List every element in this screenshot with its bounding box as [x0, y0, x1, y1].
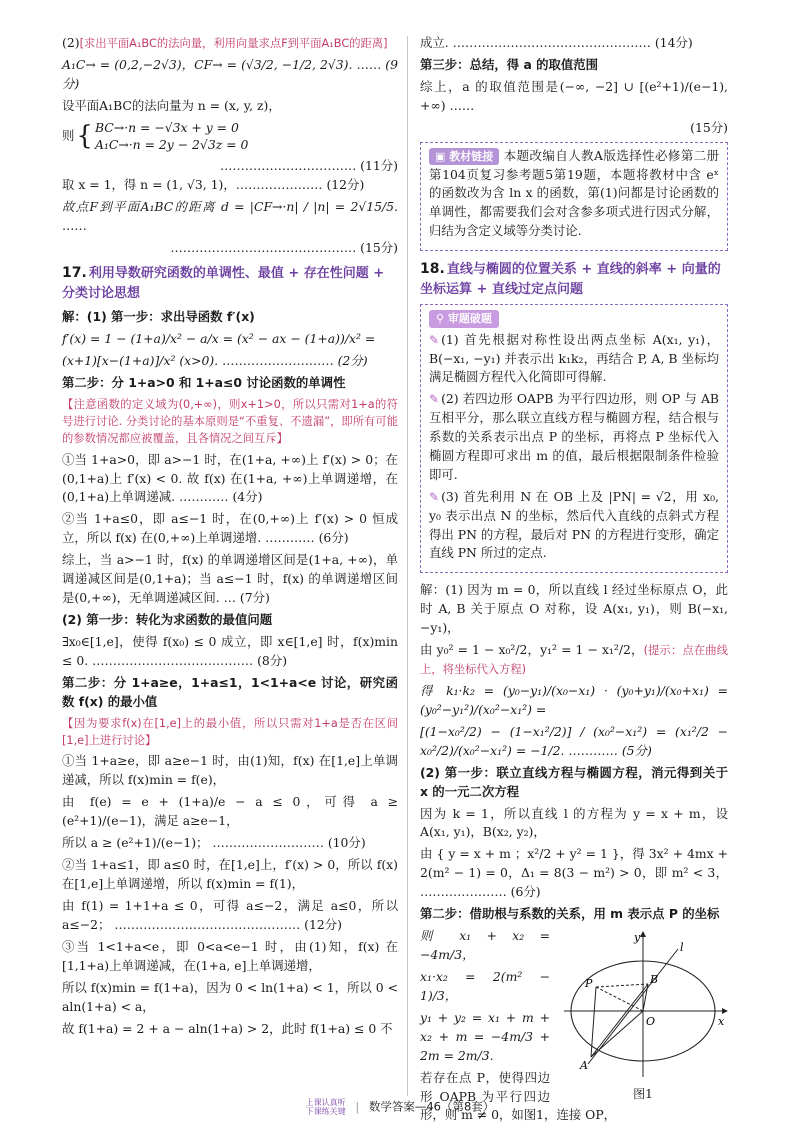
magnifier-icon: ⚲ — [436, 311, 448, 325]
q17-c1b: 由 f(e) = e + (1+a)/e − a ≤ 0，可得 a ≥ (e²+1)/(e−1)，满足 a≥e−1， — [62, 794, 398, 829]
q17-derivative-2: (x+1)[x−(1+a)]/x² (x>0). ……………………… (2分) — [62, 353, 368, 368]
q17-c3a: ③当 1<1+a<e，即 0<a<e−1 时，由(1)知，f(x) 在[1,1+a)上单调递减，在(1+a, e]上单调递增， — [62, 938, 398, 973]
q18-heading: 18. 直线与椭圆的位置关系 + 直线的斜率 + 向量的坐标运算 + 直线过定点问题 — [420, 261, 721, 298]
label-B: B — [650, 973, 659, 987]
q17-final-score: (15分) — [690, 119, 728, 135]
q17-note1: 【注意函数的定义域为(0,+∞)，则x+1>0，所以只需对1+a的符号进行讨论. 分类讨论的基本原则是“不重复、不遗漏”，即所有可能的参数情况都应被覆盖，且各情况之间互斥】 — [62, 398, 398, 446]
q16-score-15: ……………………………………… (15分) — [170, 239, 398, 255]
column-divider — [407, 36, 408, 1096]
q17-step2: 第二步：分 1+a>0 和 1+a≤0 讨论函数的单调性 — [62, 375, 346, 391]
page-footer — [0, 1098, 800, 1116]
q17-note2: 【因为要求f(x)在[1,e]上的最小值，所以只需对1+a是否在区间[1,e]上进行讨论】 — [62, 716, 398, 747]
label-x: x — [718, 1015, 725, 1029]
q17-c2a: ②当 1+a≤1，即 a≤0 时，在[1,e]上，f′(x) > 0，所以 f(x) 在[1,e]上单调递增，所以 f(x)min = f(1)， — [62, 857, 398, 891]
q16-system: 则 { BC→·n = −√3x + y = 0 A₁C→·n = 2y − 2√3z = 0 — [62, 119, 249, 153]
q18-s4: [(1−x₀²/2) − (1−x₁²/2)] / (x₀²−x₁²) = (x₁²/2 − x₀²/2)/(x₀²−x₁²) = −1/2. ………… (5分) — [420, 723, 728, 758]
q18-s8: 第二步：借助根与系数的关系，用 m 表示点 P 的坐标 — [420, 906, 720, 922]
label-P: P — [585, 977, 593, 991]
q17-c3c: 故 f(1+a) = 2 + a − aln(1+a) > 2，此时 f(1+a) ≤ 0 不 — [62, 1020, 393, 1036]
figure-caption: 图1 — [633, 1087, 653, 1102]
q16-distance: 故点F到平面A₁BC的距离 d = |CF→·n| / |n| = 2√15/5. …… — [62, 198, 398, 233]
page-label: 数学答案—46（第8套） — [368, 1099, 495, 1114]
q16-part2-intro: (2)[求出平面A₁BC的法向量，利用向量求点F到平面A₁BC的距离] — [62, 35, 388, 50]
q17-part2: (2) 第一步：转化为求函数的最值问题 — [62, 612, 273, 628]
footer-separator: | — [355, 1099, 360, 1114]
q16-eq1: BC→·n = −√3x + y = 0 — [94, 119, 239, 135]
analysis-3: (3) 首先利用 N 在 OB 上及 |PN| = √2，用 x₀, y₀ 表示出点 N 的坐标，然后代入直线的点斜式方程得出 PN 的方程，最后对 PN 的方程进行变形，确定直线 PN 所过的定点. — [429, 488, 719, 561]
q18-s10: 若存在点 P，使得四边形 OAPB 为平行四边形，则 m ≠ 0，如图1，连接 OP， — [420, 1069, 617, 1123]
ellipse-diagram — [558, 929, 728, 1079]
textbook-link-text: 本题改编自人教A版选择性必修第二册第104页复习参考题5第19题，本题将教材中含 eˣ 的函数改为含 ln x 的函数，第(1)问都是讨论函数的单调性，都需要我们会对含参多项式进行因式分解，归结为含定义域等分类讨论. — [429, 147, 719, 239]
segment-OB — [643, 984, 648, 1011]
q17-continuation: 成立. ………………………………………… (14分) — [420, 35, 693, 50]
q17-part2-step2: 第二步：分 1+a≥e，1+a≤1，1<1+a<e 讨论，研究函数 f(x) 的最小值 — [62, 674, 398, 709]
pen-icon: ✎ — [429, 392, 440, 407]
q17-case2: ②当 1+a≤0，即 a≤−1 时，在(0,+∞)上 f′(x) > 0 恒成立，所以 f(x) 在(0,+∞)上单调递增. ………… (6分) — [62, 511, 398, 546]
q16-take: 取 x = 1，得 n = (1, √3, 1)，………………… (12分) — [62, 176, 365, 192]
q16-eq2: A₁C→·n = 2y − 2√3z = 0 — [94, 137, 249, 153]
q17-step3: 第三步：总结，得 a 的取值范围 — [420, 57, 599, 73]
q17-summary: 综上，当 a>−1 时，f(x) 的单调递增区间是(1+a, +∞)，单调递减区间是(0,1+a)；当 a≤−1 时，f(x) 的单调递增区间是(0,+∞)，无单调递减区间. … (7分) — [62, 552, 398, 605]
q18-s2: 由 y₀² = 1 − x₀²/2，y₁² = 1 − x₁²/2，(提示：点在曲线上，将坐标代入方程) — [420, 642, 728, 676]
label-O: O — [646, 1015, 656, 1029]
q17-solution-start: 解：(1) 第一步：求出导函数 f′(x) — [62, 308, 255, 324]
analysis-box — [420, 304, 728, 574]
q16-vectors: A₁C→ = (0,2,−2√3)，CF→ = (√3/2, −1/2, 2√3). …… (9分) — [62, 57, 398, 91]
q18-hint: (提示：点在曲线上，将坐标代入方程) — [420, 644, 728, 676]
analysis-tag: ⚲ 审题破题 — [429, 310, 499, 328]
brace-icon: { — [76, 121, 93, 152]
pen-icon: ✎ — [429, 489, 440, 504]
q18-s9c: y₁ + y₂ = x₁ + m + x₂ + m = −4m/3 + 2m = 2m/3. — [420, 1009, 550, 1063]
q18-s1: 解：(1) 因为 m = 0，所以直线 l 经过坐标原点 O，此时 A, B 关于原点 O 对称，设 A(x₁, y₁)，则 B(−x₁, −y₁)， — [420, 582, 728, 636]
q18-s5: (2) 第一步：联立直线方程与椭圆方程，消元得到关于 x 的一元二次方程 — [420, 764, 728, 799]
x-axis-arrow — [722, 1008, 728, 1014]
q17-exist: ∃x₀∈[1,e]，使得 f(x₀) ≤ 0 成立，即 x∈[1,e] 时，f(x)min ≤ 0. ………………………………… (8分) — [62, 634, 398, 668]
q17-c3b: 所以 f(x)min = f(1+a)，因为 0 < ln(1+a) < 1，所以 0 < aln(1+a) < a， — [62, 979, 398, 1014]
right-column — [420, 34, 728, 1128]
segment-PB — [596, 984, 648, 987]
line-l — [588, 949, 678, 1064]
q17-c1c: 所以 a ≥ (e²+1)/(e−1)； ……………………… (10分) — [62, 835, 366, 851]
q17-final: 综上，a 的取值范围是(−∞, −2] ∪ [(e²+1)/(e−1), +∞) …… — [420, 79, 728, 113]
segment-AB — [591, 984, 648, 1057]
label-l: l — [680, 941, 684, 955]
pen-icon: ✎ — [429, 332, 440, 347]
figure-1 — [558, 929, 728, 1102]
segment-OA — [591, 1011, 643, 1057]
q17-derivative: f′(x) = 1 − (1+a)/x² − a/x = (x² − ax − (1+a))/x² = — [62, 330, 376, 346]
q18-s3: 得 k₁·k₂ = (y₀−y₁)/(x₀−x₁) · (y₀+y₁)/(x₀+x₁) = (y₀²−y₁²)/(x₀²−x₁²) = — [420, 682, 728, 717]
q17-case1: ①当 1+a>0，即 a>−1 时，在(1+a, +∞)上 f′(x) > 0；在(0,1+a)上 f′(x) < 0. 故 f(x) 在(1+a, +∞)上单调递增，在(0,1+a)上单调递减. ………… (4分) — [62, 451, 398, 505]
q16-note: [求出平面A₁BC的法向量，利用向量求点F到平面A₁BC的距离] — [79, 37, 388, 50]
q18-s9a: 则 x₁ + x₂ = −4m/3， — [420, 928, 550, 963]
book-icon: ▣ — [435, 149, 450, 163]
q16-normal-vector: 设平面A₁BC的法向量为 n = (x, y, z)， — [62, 97, 281, 113]
analysis-1: (1) 首先根据对称性设出两点坐标 A(x₁, y₁)，B(−x₁, −y₁) 并表示出 k₁k₂，再结合 P, A, B 坐标均满足椭圆方程代入化简即可得解. — [429, 331, 719, 385]
label-y: y — [634, 931, 641, 945]
textbook-link-box — [420, 142, 728, 251]
q18-s6: 因为 k = 1，所以直线 l 的方程为 y = x + m，设 A(x₁, y₁)，B(x₂, y₂)， — [420, 805, 728, 840]
analysis-2: (2) 若四边形 OAPB 为平行四边形，则 OP 与 AB 互相平分，那么联立直线方程与椭圆方程，结合根与系数的关系表示出点 P 的坐标，再将点 P 坐标代入椭圆方程即可求出 m 的值，最后根据限制条件检验即可. — [429, 391, 719, 482]
q18-s9b: x₁·x₂ = 2(m² − 1)/3， — [420, 969, 550, 1003]
left-column — [62, 34, 398, 1042]
q18-s7: 由 { y = x + m ；x²/2 + y² = 1 }，得 3x² + 4mx + 2(m² − 1) = 0，Δ₁ = 8(3 − m²) > 0，即 m² < 3， ………………… (6分) — [420, 846, 728, 900]
q17-c1a: ①当 1+a≥e，即 a≥e−1 时，由(1)知，f(x) 在[1,e]上单调递减，所以 f(x)min = f(e)， — [62, 753, 398, 788]
segment-AP — [591, 987, 596, 1057]
label-A: A — [580, 1059, 588, 1073]
q17-heading: 17. 利用导数研究函数的单调性、最值 + 存在性问题 + 分类讨论思想 — [62, 265, 385, 302]
textbook-link-tag: ▣ 教材链接 — [429, 148, 499, 165]
q16-score-11: …………………………… (11分) — [219, 157, 398, 173]
y-axis-arrow — [640, 931, 646, 937]
q17-c2b: 由 f(1) = 1+1+a ≤ 0，可得 a≤−2，满足 a≤0，所以 a≤−2； ……………………………………… (12分) — [62, 897, 398, 932]
brand-logo: 上课认真听 下课练关键 — [305, 1098, 346, 1116]
